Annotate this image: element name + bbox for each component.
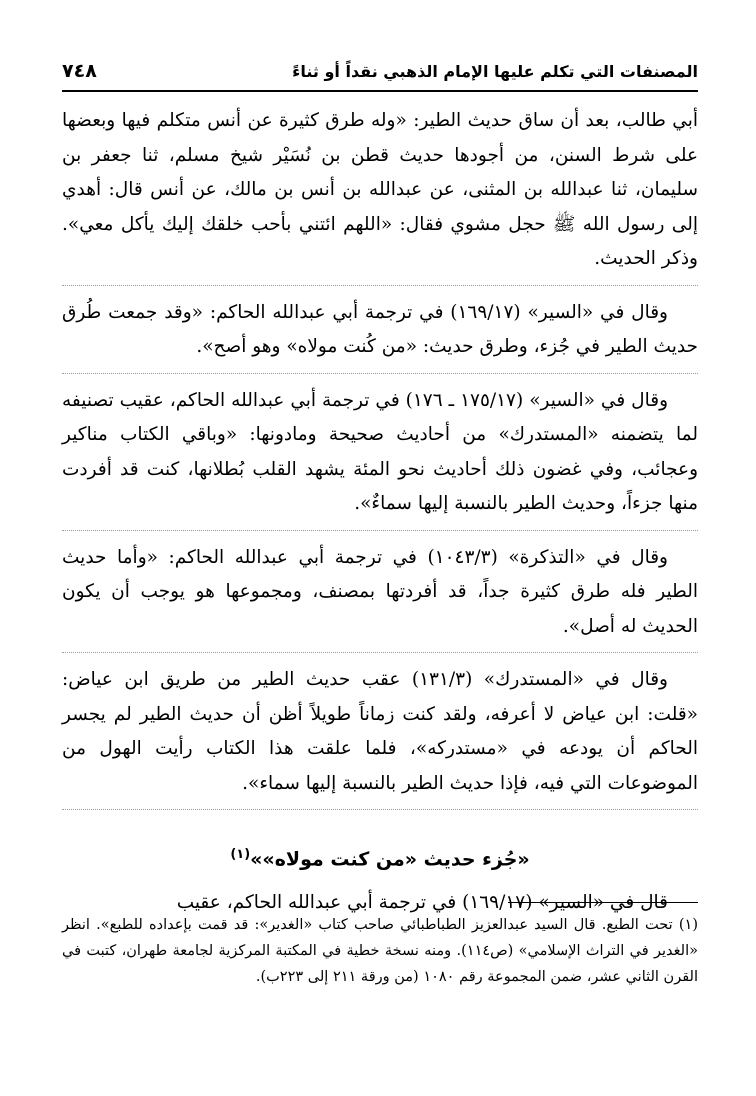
paragraph: قال في «السير» (١٦٩/١٧) في ترجمة أبي عبدالله الحاكم، عقيب [176, 892, 668, 914]
footnote-divider [508, 902, 698, 903]
main-text [62, 104, 698, 939]
footnotes [62, 912, 698, 990]
page-number: ٧٤٨ [62, 60, 97, 82]
section-heading-text: «جُزء حديث «من كنت مولاه»» [250, 848, 530, 871]
footnote-reference: (١) [230, 847, 251, 862]
paragraph: وقال في «السير» (١٦٩/١٧) في ترجمة أبي عبدالله الحاكم: «وقد جمعت طُرق حديث الطير في جُزء، وطرق حديث: «من كُنت مولاه» وهو أصح». [62, 296, 698, 374]
footnote-marker: (١) [678, 917, 699, 933]
paragraph: وقال في «المستدرك» (١٣١/٣) عقب حديث الطير من طريق ابن عياض: «قلت: ابن عياض لا أعرفه، ولقد كنت زماناً طويلاً أظن أن حديث الطير لم يجسر الحاكم أن يودعه في «مستدركه»، فلما علقت هذا الكتاب رأيت الهول من الموضوعات التي فيه، فإذا حديث الطير بالنسبة إليها سماء». [62, 663, 698, 810]
paragraph: وقال في «التذكرة» (١٠٤٣/٣) في ترجمة أبي عبدالله الحاكم: «وأما حديث الطير فله طرق كثيرة جداً، قد أفردتها بمصنف، ومجموعها هو يوجب أن يكون الحديث له أصل». [62, 541, 698, 654]
running-title: المصنفات التي تكلم عليها الإمام الذهبي نقداً أو ثناءً [292, 61, 698, 81]
paragraph: أبي طالب، بعد أن ساق حديث الطير: «وله طرق كثيرة عن أنس متكلم فيها وبعضها على شرط السنن، من أجودها حديث قطن بن نُسَيْر شيخ مسلم، ثنا جعفر بن سليمان، ثنا عبدالله بن المثنى، عن عبدالله بن أنس بن مالك، عن أنس قال: أهدي إلى رسول الله ﷺ حجل مشوي فقال: «اللهم ائتني بأحب خلقك إليك يأكل معي». وذكر الحديث. [62, 104, 698, 286]
section-heading [62, 838, 698, 876]
footnote-text: تحت الطبع. قال السيد عبدالعزيز الطباطبائي صاحب كتاب «الغدير»: قد قمت بإعداده للطبع». انظر «الغدير في التراث الإسلامي» (ص١١٤). ومنه نسخة خطية في المكتبة المركزية لجامعة طهران، كتبت في القرن الثاني عشر، ضمن المجموعة رقم ١٠٨٠ (من ورقة ٢١١ إلى ٢٢٣ب). [62, 917, 698, 985]
book-page [62, 52, 698, 1052]
footnote [62, 912, 698, 990]
running-header [62, 52, 698, 92]
paragraph: وقال في «السير» (١٧٥/١٧ ـ ١٧٦) في ترجمة أبي عبدالله الحاكم، عقيب تصنيفه لما يتضمنه «المستدرك» من أحاديث صحيحة ومادونها: «وباقي الكتاب مناكير وعجائب، وفي غضون ذلك أحاديث نحو المئة يشهد القلب بُطلانها، كنت قد أفردت منها جزءاً، وحديث الطير بالنسبة إليها سماءٌ». [62, 384, 698, 531]
